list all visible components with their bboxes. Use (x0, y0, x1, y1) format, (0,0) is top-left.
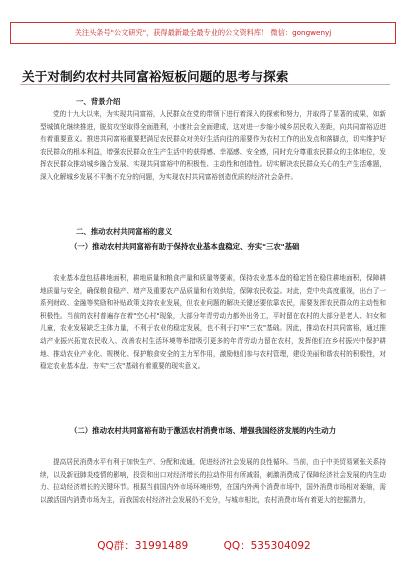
section-heading-background: 一、背景介绍 (76, 97, 121, 106)
subsection-heading-agriculture: （一）推动农村共同富裕有助于保持农业基本盘稳定、夯实"三农"基础 (70, 242, 300, 251)
paragraph-background: 党的十九大以来，为实现共同富裕，人民群众在党的带领下进行着深入的探索和努力，并取得了显著的成果，如新型城镇化继续推进，脱贫攻坚取得全面胜利，小康社会全面建成，这对进一步缩小城乡居民收入差距，向共同富裕迈进有着重要意义。推进共同富裕重要把满足农民群众对美好生活向往的需要作为农村工作的出发点和落脚点，切实维护好农民群众的根本利益，增强农民群众在生产生活中的获得感、幸福感、安全感，同时充分尊重农民群众的主体地位，发挥农民群众推动城乡融合发展、实现共同富裕中的积极性、主动性和创造性。切实解决农民群众关心的生产生活难题，深入化解城乡发展不平衡不充分的问题，为实现农村共同富裕创造优质的经济社会条件。 (40, 110, 386, 181)
paragraph-consumption: 提高居民消费水平有利于加快生产、分配和流通，促进经济社会发展的良性循环。当前，由于中美贸易紧张关系持续，以及新冠肺炎疫情的影响，投资和出口对经济增长的拉动作用有所减弱，刺激消费成了保障经济社会发展的内生动力、拉动经济增长的关键环节。根据当前国内外市场环境形势，在国内外两个消费市场中，国外消费市场相对萎缩，需以激活国内消费市场为主，而我国农村经济社会发展仍不充分，与城市相比，农村消费市场有着更大的挖掘潜力， (40, 458, 386, 504)
footer-contact (0, 538, 408, 553)
top-banner: 关注头条号"公文研究"，获得最新最全最专业的公文资料库！ 微信：gongwenyj (10, 22, 396, 44)
footer-qq: QQ：535304092 (223, 540, 311, 552)
subsection-heading-consumption: （二）推动农村共同富裕有助于激活农村消费市场、增强我国经济发展的内生动力 (70, 426, 337, 435)
footer-qq-group: QQ群：31991489 (97, 540, 189, 552)
paragraph-agriculture: 农业基本盘包括耕地面积，耕地质量和粮食产量和质量等要素，保持农业基本盘的稳定旨在稳住耕地面积，保障耕地质量与安全，确保粮食稳产、增产及重要农产品质量和有效供给，保障农民收益。对此，党中央高度重视，出台了一系列财政、金融等奖励和补贴政策支持农业发展，但农业问题的解决关键还要依靠农民，需要发挥农民群众的主动性和积极性。当前的农村普遍存在着"空心村"现象，大部分年青劳动力都外出务工，平时留在农村的大部分是老人、妇女和儿童，农业发展缺乏主体力量，不利于农业的稳定发展，也不利于打牢"三农"基础。因此，推动农村共同富裕，通过推动产业振兴拓宽农民收入、改善农村生活环境等举措吸引更多的年青劳动力留在农村，发挥他们在乡村振兴中保护耕地、推动农业产业化、规模化、保护粮食安全的主力军作用，激励他们参与农村管理，建设美丽和谐农村的积极性，对稳定农业基本盘、夯实"三农"基础有着重要的现实意义。 (40, 274, 386, 371)
document-title: 关于对制约农村共同富裕短板问题的思考与探索 (22, 69, 289, 84)
section-heading-significance: 二、推动农村共同富裕的意义 (76, 227, 173, 236)
title-divider (20, 84, 390, 85)
